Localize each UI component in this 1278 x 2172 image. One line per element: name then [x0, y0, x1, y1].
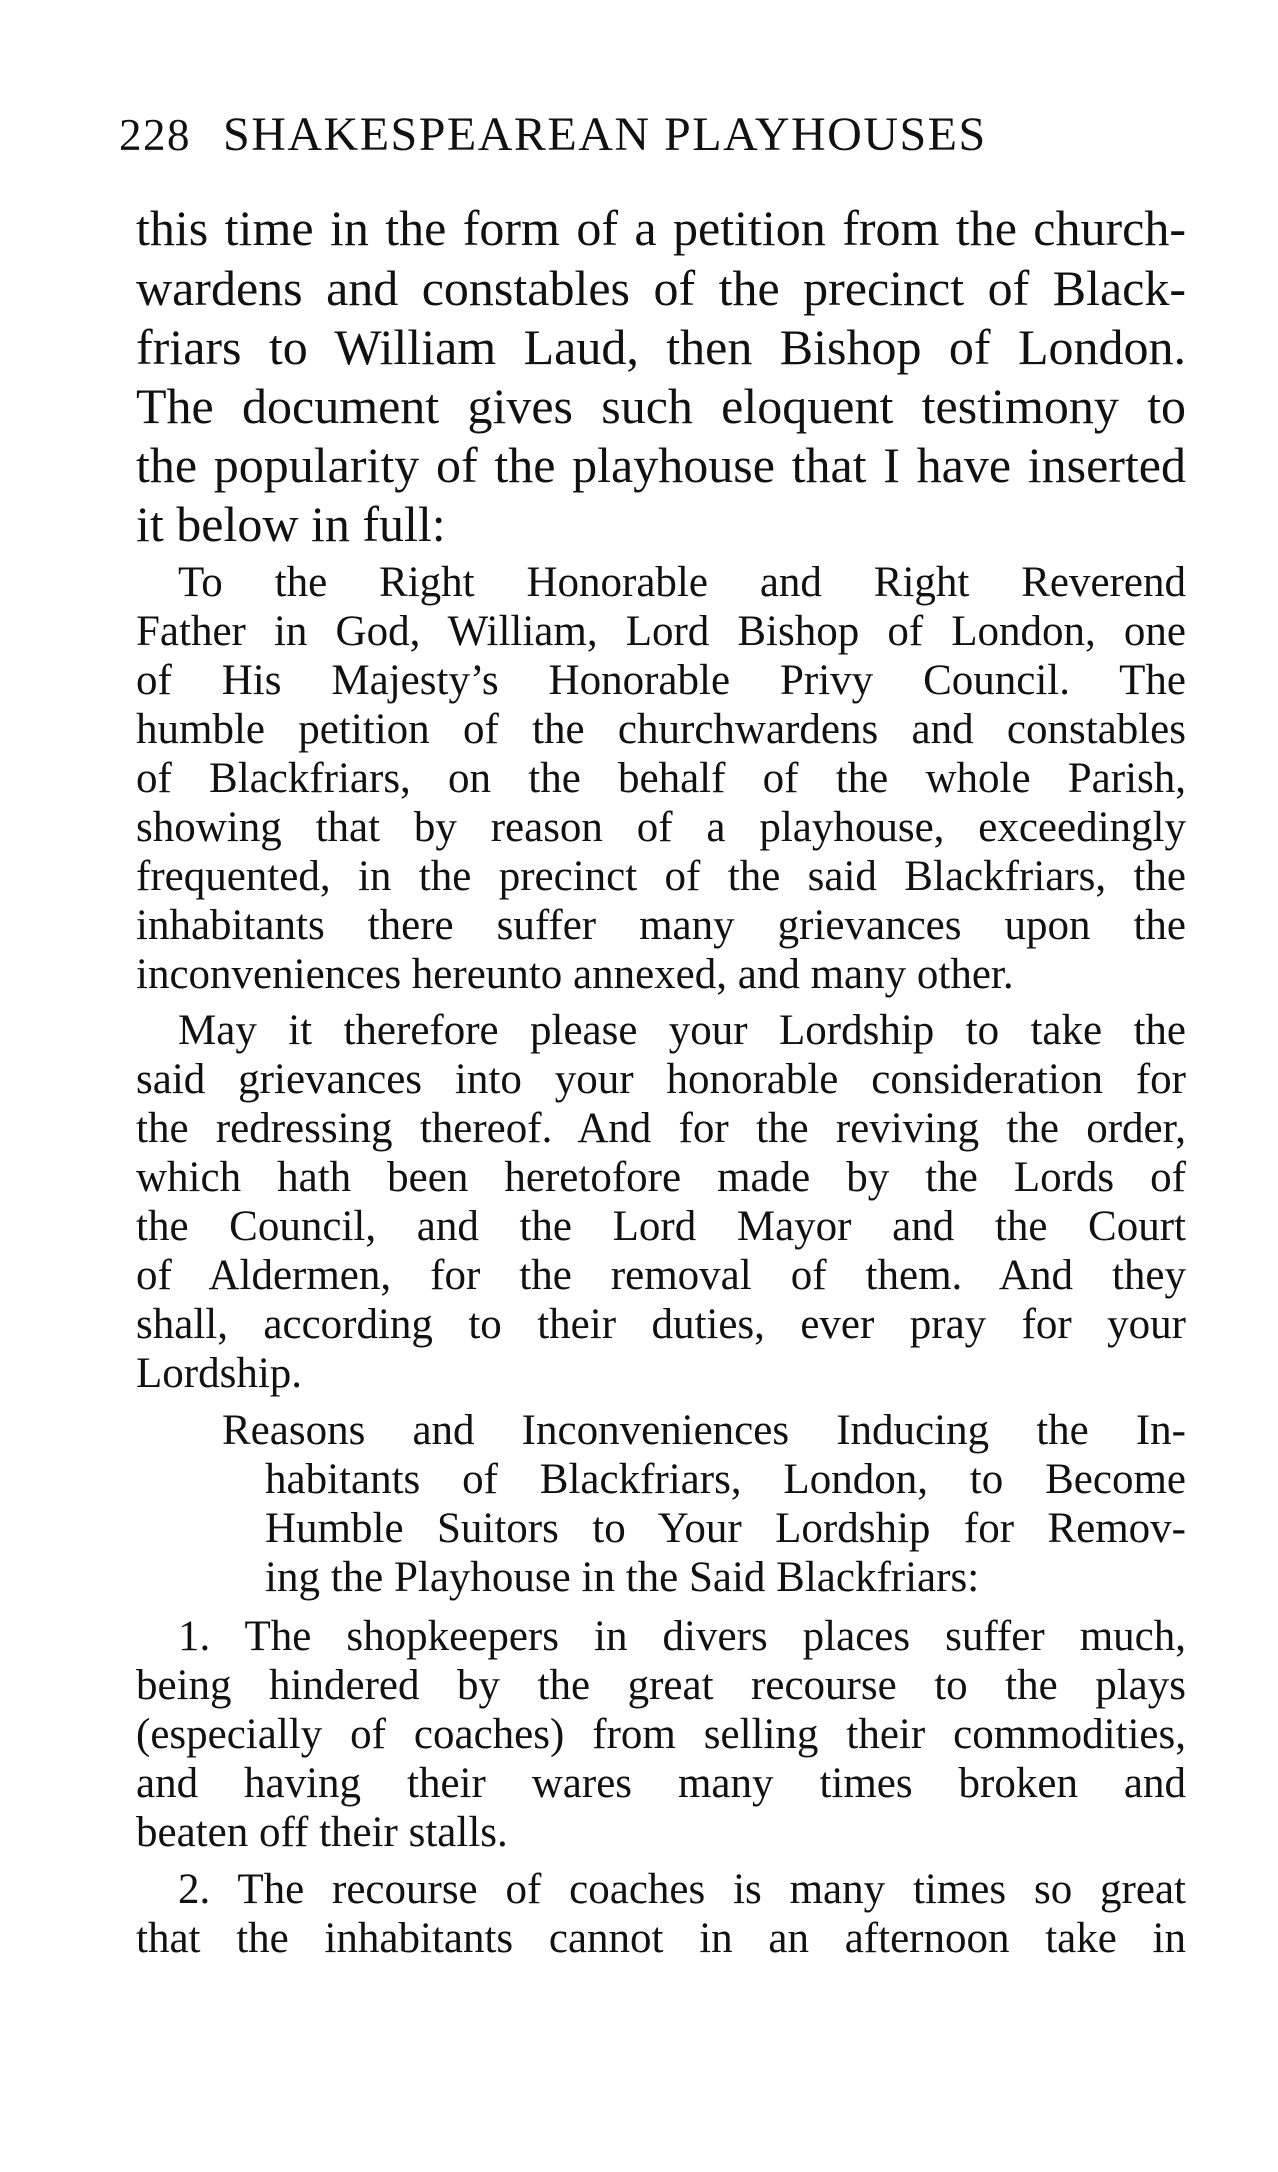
text-line: said grievances into your honorable consideration for — [136, 1056, 1186, 1103]
running-title: SHAKESPEAREAN PLAYHOUSES — [223, 108, 987, 161]
page-number: 228 — [119, 110, 191, 160]
text-line: and having their wares many times broken and — [136, 1760, 1186, 1807]
text-line: which hath been heretofore made by the Lords of — [136, 1154, 1186, 1201]
text-line: wardens and constables of the precinct of Black- — [136, 260, 1186, 316]
text-line: of Blackfriars, on the behalf of the whole Parish, — [136, 755, 1186, 802]
text-line: Lordship. — [136, 1350, 303, 1397]
text-line: To the Right Honorable and Right Reverend — [178, 559, 1186, 606]
text-line: 1. The shopkeepers in divers places suffer much, — [178, 1613, 1186, 1660]
text-line: inconveniences hereunto annexed, and many other. — [136, 951, 1014, 998]
text-line: habitants of Blackfriars, London, to Become — [265, 1456, 1186, 1503]
text-line: it below in full: — [136, 496, 446, 552]
running-head — [119, 102, 1186, 168]
text-line: May it therefore please your Lordship to take the — [178, 1007, 1186, 1054]
text-line: of Aldermen, for the removal of them. And they — [136, 1252, 1186, 1299]
text-line: 2. The recourse of coaches is many times so great — [178, 1866, 1186, 1913]
text-line: shall, according to their duties, ever pray for your — [136, 1301, 1186, 1348]
text-line: this time in the form of a petition from the church- — [136, 200, 1186, 256]
text-line: of His Majesty’s Honorable Privy Council. The — [136, 657, 1186, 704]
text-line: Father in God, William, Lord Bishop of London, one — [136, 608, 1186, 655]
text-line: the popularity of the playhouse that I have inserted — [136, 437, 1186, 493]
text-line: ing the Playhouse in the Said Blackfriars: — [265, 1554, 980, 1601]
text-line: Reasons and Inconveniences Inducing the In- — [222, 1407, 1186, 1454]
text-line: (especially of coaches) from selling their commodities, — [136, 1711, 1186, 1758]
text-line: inhabitants there suffer many grievances upon the — [136, 902, 1186, 949]
text-line: showing that by reason of a playhouse, exceedingly — [136, 804, 1186, 851]
text-line: that the inhabitants cannot in an afternoon take in — [136, 1915, 1186, 1962]
text-line: beaten off their stalls. — [136, 1809, 508, 1856]
text-line: being hindered by the great recourse to the plays — [136, 1662, 1186, 1709]
text-line: humble petition of the churchwardens and constables — [136, 706, 1186, 753]
text-line: the Council, and the Lord Mayor and the Court — [136, 1203, 1186, 1250]
text-line: frequented, in the precinct of the said Blackfriars, the — [136, 853, 1186, 900]
text-line: The document gives such eloquent testimony to — [136, 378, 1186, 434]
text-line: Humble Suitors to Your Lordship for Remov- — [265, 1505, 1186, 1552]
text-line: friars to William Laud, then Bishop of London. — [136, 319, 1186, 375]
text-line: the redressing thereof. And for the reviving the order, — [136, 1105, 1186, 1152]
